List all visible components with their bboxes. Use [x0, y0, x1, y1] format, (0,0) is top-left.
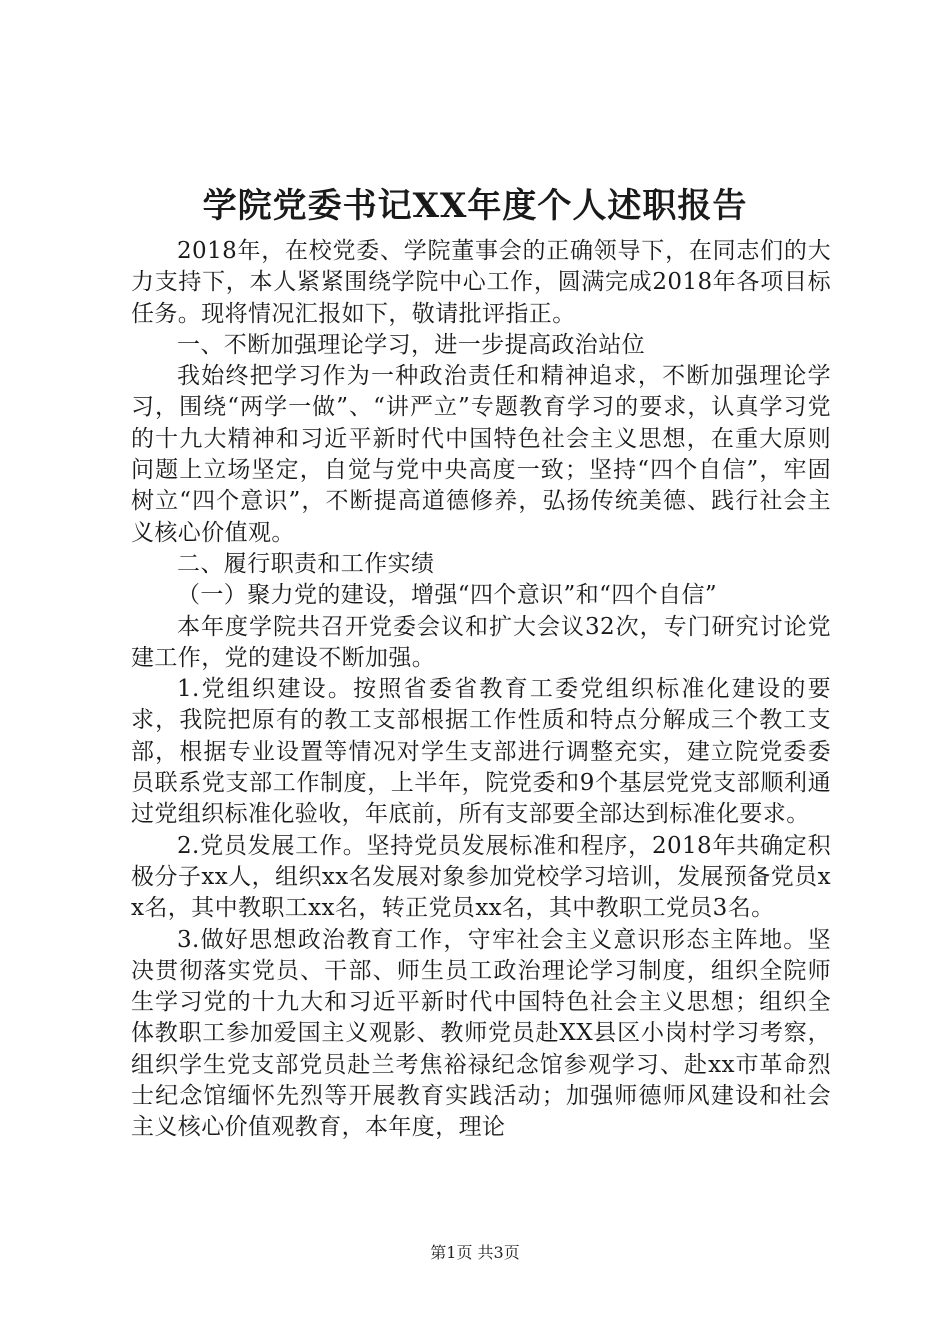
- paragraph-member-development: 2.党员发展工作。坚持党员发展标准和程序，2018年共确定积极分子xx人，组织xx名发展对象参加党校学习培训，发展预备党员xx名，其中教职工xx名，转正党员xx名，其中教职工党员3名。: [131, 832, 831, 922]
- paragraph-party-organization: 1.党组织建设。按照省委省教育工委党组织标准化建设的要求，我院把原有的教工支部根据工作性质和特点分解成三个教工支部，根据专业设置等情况对学生支部进行调整充实，建立院党委委员联系党支部工作制度，上半年，院党委和9个基层党党支部顺利通过党组织标准化验收，年底前，所有支部要全部达到标准化要求。: [131, 676, 831, 828]
- paragraph-meetings: 本年度学院共召开党委会议和扩大会议32次，专门研究讨论党建工作，党的建设不断加强。: [131, 613, 831, 671]
- subsection-heading-1: （一）聚力党的建设，增强“四个意识”和“四个自信”: [177, 582, 718, 609]
- page-number-footer: 第1页 共3页: [430, 1243, 520, 1262]
- paragraph-intro: 2018年，在校党委、学院董事会的正确领导下，在同志们的大力支持下，本人紧紧围绕学院中心工作，圆满完成2018年各项目标任务。现将情况汇报如下，敬请批评指正。: [131, 238, 831, 327]
- paragraph-theory-study: 我始终把学习作为一种政治责任和精神追求，不断加强理论学习，围绕“两学一做”、“讲严立”专题教育学习的要求，认真学习党的十九大精神和习近平新时代中国特色社会主义思想，在重大原则问题上立场坚定，自觉与党中央高度一致；坚持“四个自信”，牢固树立“四个意识”，不断提高道德修养，弘扬传统美德、践行社会主义核心价值观。: [131, 363, 831, 546]
- section-heading-1: 一、不断加强理论学习，进一步提高政治站位: [177, 331, 645, 358]
- document-title: 学院党委书记XX年度个人述职报告: [202, 186, 748, 226]
- document-body: [131, 236, 831, 1144]
- paragraph-ideological-education: 3.做好思想政治教育工作，守牢社会主义意识形态主阵地。坚决贯彻落实党员、干部、师生员工政治理论学习制度，组织全院师生学习党的十九大和习近平新时代中国特色社会主义思想；组织全体教职工参加爱国主义观影、教师党员赴XX县区小岗村学习考察，组织学生党支部党员赴兰考焦裕禄纪念馆参观学习、赴xx市革命烈士纪念馆缅怀先烈等开展教育实践活动；加强师德师风建设和社会主义核心价值观教育，本年度，理论: [131, 926, 831, 1141]
- section-heading-2: 二、履行职责和工作实绩: [177, 550, 435, 577]
